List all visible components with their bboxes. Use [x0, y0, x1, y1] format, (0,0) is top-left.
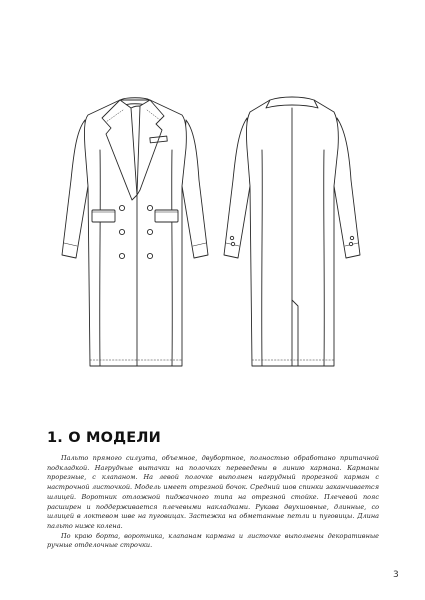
button-icon [147, 205, 152, 210]
description-paragraph: По краю борта, воротника, клапанам кармана и листочке выполнены декоративные ручные отделочные строчки. [47, 531, 379, 550]
button-icon [119, 229, 124, 234]
description-paragraph: Пальто прямого силуэта, объемное, двубортное, полностью обработано притачной подкладкой. Нагрудные вытачки на полочках переведены в линию кармана. Карманы прорезные, с клапаном. На левой полочке выполнен нагрудный прорезной карман с настрочной листочкой. Модель имеет отрезной бочок. Средний шов спинки заканчивается шлицей. Воротник отложной пиджачного типа на отрезной стойке. Плечевой пояс расширен и поддерживается плечевыми накладками. Рукава двухшовные, длинные, со шлицей в локтевом шве на пуговицах. Застежка на обметанные петли и пуговицы. Длина пальто ниже колена. [47, 454, 379, 530]
front-left-sleeve [62, 120, 88, 258]
model-description [47, 454, 379, 551]
button-icon [119, 205, 124, 210]
button-icon [231, 242, 234, 245]
back-left-sleeve [224, 118, 250, 258]
section-title: 1. О МОДЕЛИ [47, 430, 161, 446]
button-icon [349, 242, 352, 245]
page-number: 3 [393, 570, 399, 580]
coat-back-view [224, 97, 360, 366]
coat-front-view [62, 98, 208, 366]
button-icon [230, 236, 233, 239]
button-icon [119, 253, 124, 258]
button-icon [147, 253, 152, 258]
button-icon [147, 229, 152, 234]
button-icon [350, 236, 353, 239]
